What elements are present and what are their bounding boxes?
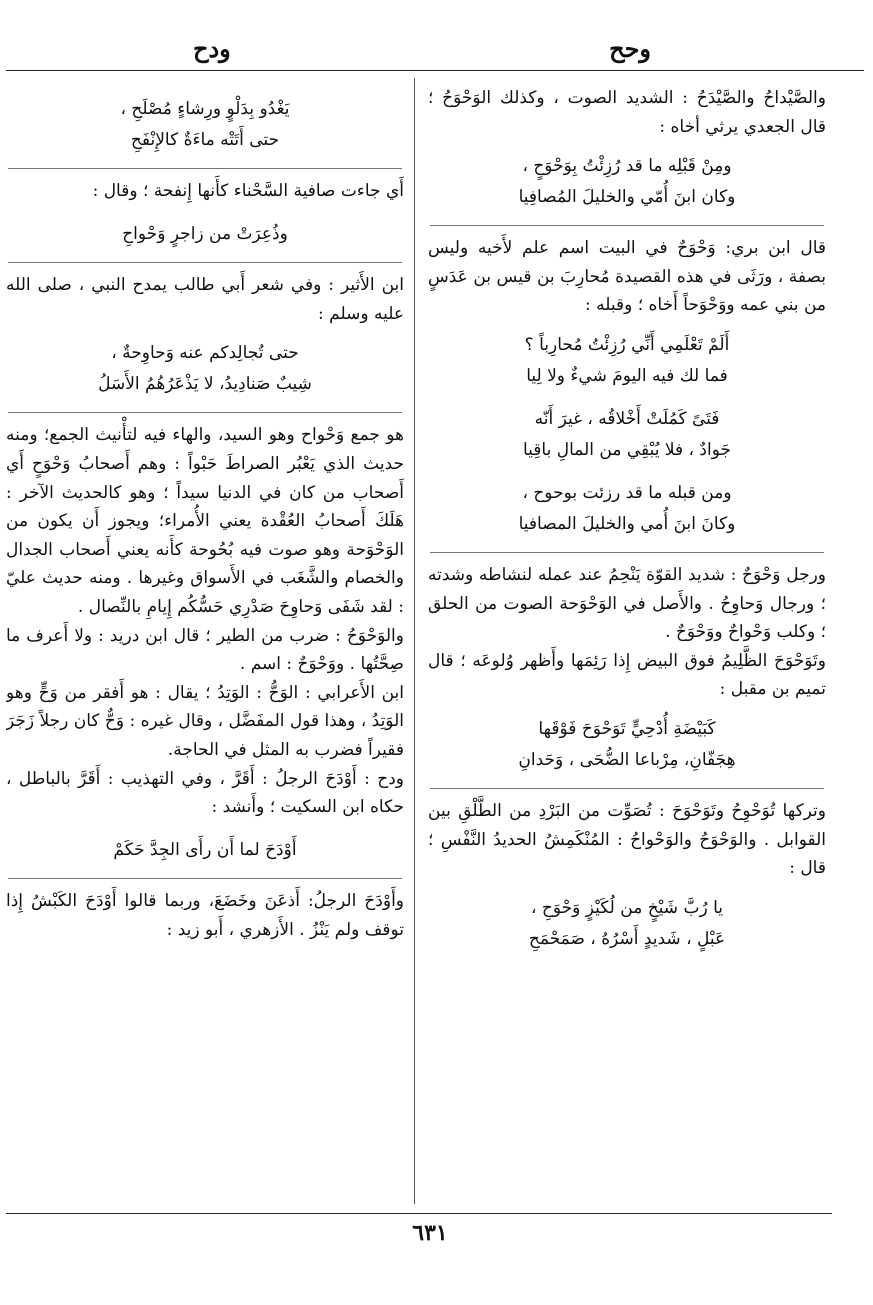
verse <box>428 330 826 392</box>
verse <box>428 404 826 466</box>
header-entry-left: ودح <box>193 34 231 63</box>
verse-line: حتى تُجالِدكم عنه وَحاوِحةٌ ، <box>111 343 299 364</box>
verse-line: ومِنْ قَبْلِه ما قد رُزِئْتُ بِوَحْوَحٍ ، <box>522 156 732 177</box>
verse <box>428 714 826 776</box>
paragraph: وتركها تُوَحْوِحُ وتَوَحْوَحَ : تُصَوِّت من البَرْدِ من الطَّلْقِ بين القوابل . والوَحْوَحُ والوَحْواحُ : المُنْكَمِشُ الحديدُ النَّفْسِ ؛ قال : <box>428 800 826 879</box>
header-entry-right: وحح <box>609 34 651 63</box>
verse-line: فما لك فيه اليومَ شيءٌ ولا لِيا <box>526 365 728 386</box>
column-divider <box>414 78 415 1204</box>
verse <box>428 478 826 540</box>
paragraph: ورجل وَحْوَحٌ : شديد القوّة يَنْحِمُ عند عمله لنشاطه وشدته ؛ ورجال وَحاوِحُ . والأَصل في الوَحْوَحة الصوت من الحلق ؛ وكلب وَحْواحٌ ووَحْوَحٌ . <box>428 564 826 643</box>
verse-line: أَوْدَحَ لما أَن رأَى الجِدَّ حَكَمْ <box>113 839 297 860</box>
verse-line: أَلَمْ تَعْلَمِي أَنِّي رُزِئْتُ مُحارِباً ؟ <box>524 334 730 355</box>
verse-line: فَتَىً كَمُلَتْ أَخْلاقُه ، غيرَ أَنّه <box>534 408 720 429</box>
footer-rule <box>6 1213 832 1214</box>
paragraph: وأَوْدَحَ الرجلُ: أَذعَنَ وخَضَعَ، وربما قالوا أَوْدَحَ الكَبْشُ إِذا توقف ولم يَنْزُ . الأَزهري ، أَبو زيد : <box>6 891 404 940</box>
verse <box>6 338 404 400</box>
section-rule <box>430 225 824 226</box>
verse <box>6 94 404 156</box>
verse-line: ومن قبله ما قد رزئت بوحوح ، <box>522 482 732 503</box>
verse-line: يَغْدُو بِدَلْوٍ ورِشاءٍ مُصْلَحِ ، <box>120 99 290 119</box>
right-text-column <box>428 84 826 1208</box>
paragraph: ابن الأَعرابي : الوَحُّ : الوَتِدُ ؛ يقال : هو أَفقر من وَحٍّ وهو الوَتِدُ ، وهذا قول المفَضَّل ، وقال غيره : وَحٌّ كان رجلاً زَجَرَ فقيراً فضرب به المثل في الحاجة. <box>6 682 404 760</box>
verse-line: شِيبٌ صَنادِيدُ، لا يَذْعَرُهُمُ الأَسَلُ <box>98 374 312 395</box>
verse-line: وذُعِرَتْ من زاجرٍ وَحْواحِ <box>122 223 288 244</box>
paragraph: والصَّيْداحُ والصَّيْدَحُ : الشديد الصوت ، وكذلك الوَحْوَحُ ؛ قال الجعدي يرثي أخاه : <box>428 88 826 137</box>
verse <box>428 893 826 955</box>
verse-line: جَوادٌ ، فلا يُبْقِي من المالِ باقِيا <box>522 439 732 460</box>
paragraph: هو جمع وَحْواح وهو السيد، والهاء فيه لتأْنيث الجمع؛ ومنه حديث الذي يَعْبُر الصراطَ حَبْواً : وهم أَصحابُ وَحْوَحٍ أَي أَصحاب من كان في الدنيا سيداً ؛ وهو كالحديث الآخر : هَلَكَ أَصحابُ العُقْدة يعني الأُمراء؛ ويجوز أَن يكون من الوَحْوَحة وهو صوت فيه بُحُوحة كأَنه يعني أَصحاب الجدال والخصام والشَّغَب في الأَسواق وغيرها . ومنه حديث عليّ : لقد شَفَى وَحاوِحَ صَدْرِي حَسُّكُم إِيامِ بالنِّصال . <box>6 425 404 617</box>
section-rule <box>430 552 824 553</box>
section-rule <box>8 878 402 879</box>
verse-line: كَبَيْضَةِ أُدْحِيٍّ تَوَحْوَحَ فَوْقَها <box>538 718 716 739</box>
section-rule <box>8 168 402 169</box>
paragraph: وتَوَحْوَحَ الظَّلِيمُ فوق البيض إِذا رَئِمَها وأَظهر وُلوعَه ؛ قال تميم بن مقبل : <box>428 650 826 700</box>
verse-line: وكان ابنَ أُمّي والخليلَ المُصافِيا <box>518 187 736 208</box>
page-number: ٦٣١ <box>412 1220 448 1246</box>
verse-line: يا رُبَّ شَيْخٍ من لُكَيْزٍ وَحْوَحِ ، <box>531 897 723 918</box>
verse <box>428 151 826 213</box>
section-rule <box>8 412 402 413</box>
section-rule <box>430 788 824 789</box>
paragraph: ابن الأَثير : وفي شعر أَبي طالب يمدح النبي ، صلى الله عليه وسلم : <box>6 275 404 324</box>
section-rule <box>8 262 402 263</box>
verse-line: هِجَفّانِ، مِرْباعا الضُّحَى ، وَحَدانِ <box>518 749 736 770</box>
verse-line: وكانَ ابنَ أُمي والخليلَ المصافيا <box>518 513 736 534</box>
verse-line: عَبْلٍ ، شَديدٍ أَسْرُهُ ، صَمَحْمَحِ <box>528 928 726 949</box>
paragraph: والوَحْوَحُ : ضرب من الطير ؛ قال ابن دريد : ولا أَعرف ما صِحَّتُها . ووَحْوَحٌ : اسم . <box>6 625 404 675</box>
verse-line: حتى أَتَتْه ماءَةٌ كالإِنْفَحِ <box>130 130 280 150</box>
header-rule <box>6 70 864 71</box>
paragraph: قال ابن بري: وَحْوَحٌ في البيت اسم علم لأَخيه وليس بصفة ، ورَثَى في هذه القصيدة مُحارِبَ بن قيس بن عَدَسٍ من بني عمه ووَحْوَحاً أَخاه ؛ وقبله : <box>428 238 826 316</box>
paragraph: ودح : أَوْدَحَ الرجلُ : أَقَرَّ ، وفي التهذيب : أَقَرَّ بالباطل ، حكاه ابن السكيت ؛ وأَنشد : <box>6 768 404 818</box>
paragraph: أَي جاءت صافية السَّحْناء كأَنها إِنفحة ؛ وقال : <box>92 181 404 201</box>
left-text-column <box>6 84 404 1208</box>
